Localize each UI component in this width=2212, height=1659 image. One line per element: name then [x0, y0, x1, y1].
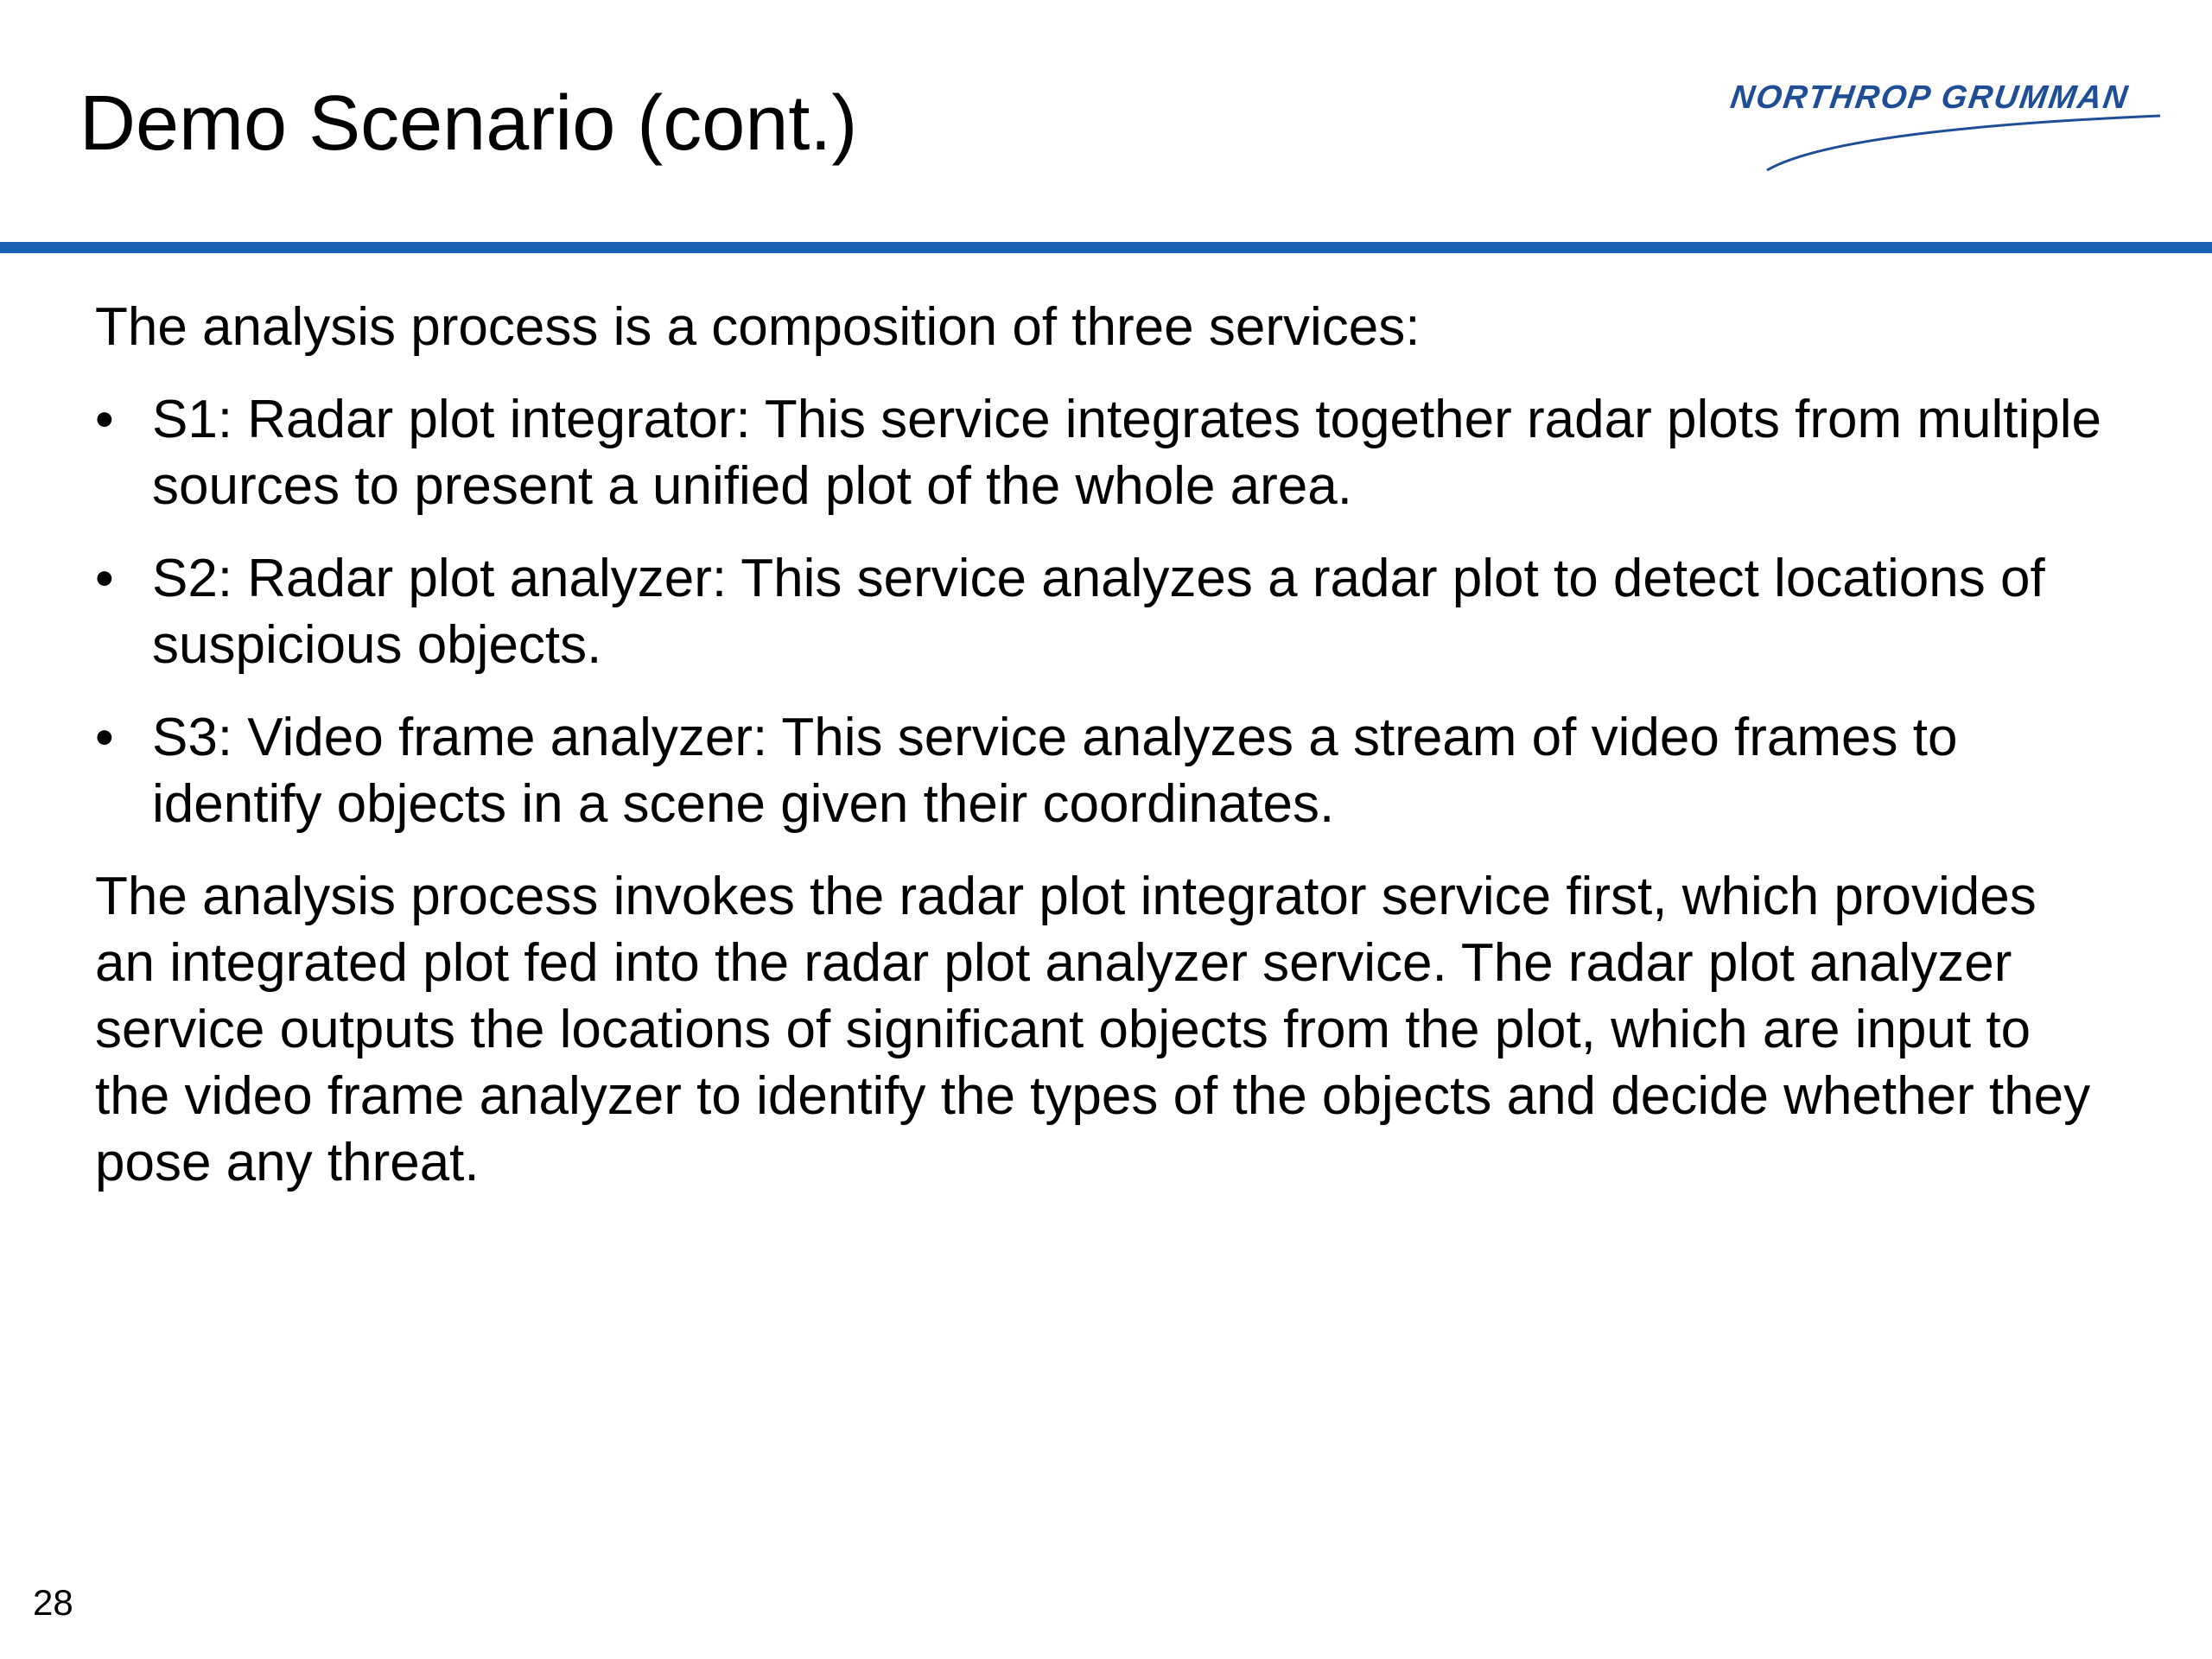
list-item: [95, 386, 2108, 519]
logo-swoosh-icon: [1724, 79, 2164, 176]
header-divider: [0, 242, 2212, 253]
bullet-marker: •: [95, 708, 114, 767]
northrop-grumman-logo: [1724, 79, 2164, 176]
bullet-text: S2: Radar plot analyzer: This service analyzes a radar plot to detect locations of suspicious objects.: [152, 549, 2045, 675]
logo-text: NORTHROP GRUMMAN: [1728, 79, 2132, 116]
intro-paragraph: The analysis process is a composition of three services:: [95, 297, 1421, 357]
bullet-marker: •: [95, 549, 114, 608]
slide-title: Demo Scenario (cont.): [79, 80, 858, 167]
bullet-text: S3: Video frame analyzer: This service analyzes a stream of video frames to identify objects in a scene given their coordinates.: [152, 708, 1958, 834]
bullet-marker: •: [95, 390, 114, 449]
list-item: [95, 545, 2108, 678]
page-number: 28: [33, 1582, 73, 1623]
services-list: [95, 386, 2108, 837]
closing-paragraph: The analysis process invokes the radar plot integrator service first, which provides an integrated plot fed into the radar plot analyzer service. The radar plot analyzer service outputs the locations of significant objects from the plot, which are input to the video frame analyzer to identify the types of the objects and decide whether they pose any threat.: [95, 867, 2091, 1192]
list-item: [95, 704, 2108, 837]
slide-body: [95, 294, 2108, 1196]
bullet-text: S1: Radar plot integrator: This service integrates together radar plots from multiple sources to present a unified plot of the whole area.: [152, 390, 2102, 516]
